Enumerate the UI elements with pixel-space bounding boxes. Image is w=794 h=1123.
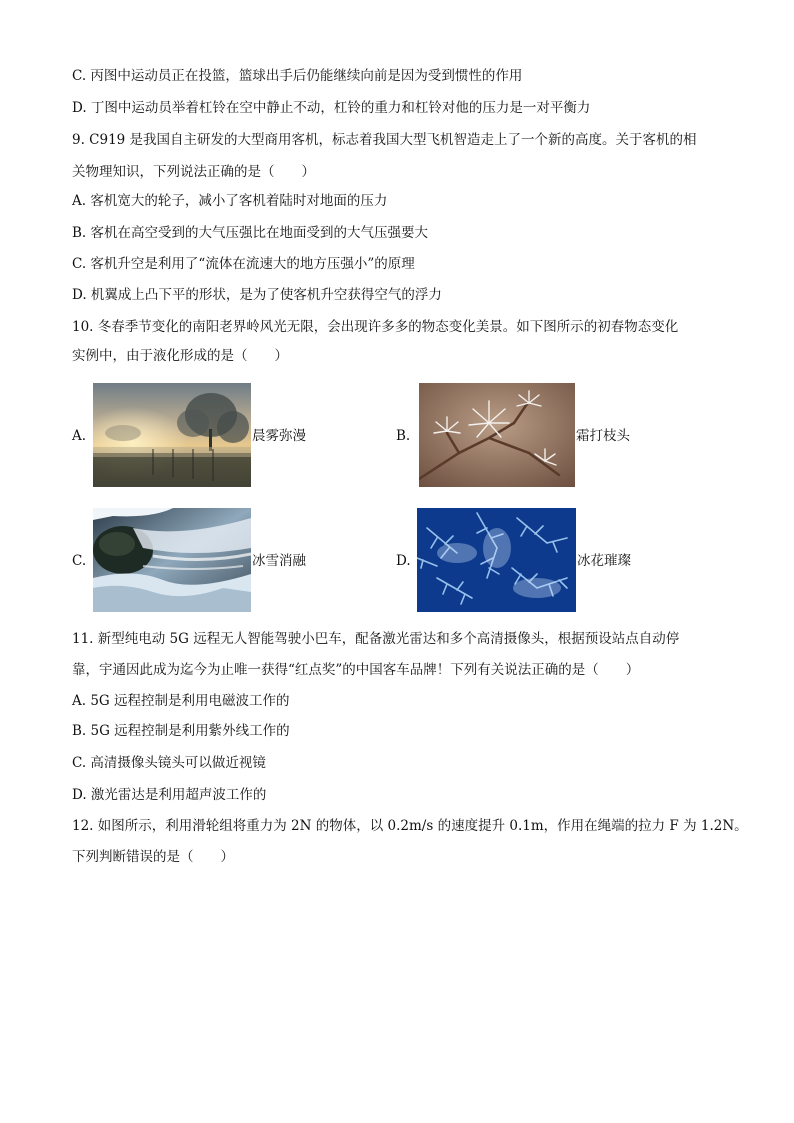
q8-option-c: C. 丙图中运动员正在投篮，篮球出手后仍能继续向前是因为受到惯性的作用	[72, 68, 523, 84]
melting-ice-photo	[93, 508, 251, 612]
q9-option-d: D. 机翼成上凸下平的形状，是为了使客机升空获得空气的浮力	[72, 287, 442, 303]
q11-stem-line1: 11. 新型纯电动 5G 远程无人智能驾驶小巴车，配备激光雷达和多个高清摄像头，根据预设站点自动停	[72, 631, 680, 647]
q10-option-c-caption: 冰雪消融	[252, 553, 306, 569]
q9-stem-line1: 9. C919 是我国自主研发的大型商用客机，标志着我国大型飞机智造走上了一个新的高度。关于客机的相	[72, 132, 697, 148]
q10-option-b-caption: 霜打枝头	[576, 428, 630, 444]
q9-option-c: C. 客机升空是利用了“流体在流速大的地方压强小”的原理	[72, 256, 415, 272]
q9-stem-line2: 关物理知识，下列说法正确的是（ ）	[72, 164, 315, 180]
q9-option-b: B. 客机在高空受到的大气压强比在地面受到的大气压强要大	[72, 225, 429, 241]
q12-stem-line1: 12. 如图所示，利用滑轮组将重力为 2N 的物体，以 0.2m/s 的速度提升 0.1m，作用在绳端的拉力 F 为 1.2N。	[72, 818, 748, 834]
q10-option-a-letter: A.	[72, 428, 87, 444]
q11-option-c: C. 高清摄像头镜头可以做近视镜	[72, 755, 266, 771]
frost-branch-photo	[419, 383, 575, 487]
q10-option-a-caption: 晨雾弥漫	[252, 428, 306, 444]
fog-photo	[93, 383, 251, 487]
q9-option-a: A. 客机宽大的轮子，减小了客机着陆时对地面的压力	[72, 193, 388, 209]
q11-option-b: B. 5G 远程控制是利用紫外线工作的	[72, 723, 290, 739]
q12-stem-line2: 下列判断错误的是（ ）	[72, 849, 234, 865]
q10-stem-line2: 实例中，由于液化形成的是（ ）	[72, 348, 288, 364]
q11-option-d: D. 激光雷达是利用超声波工作的	[72, 787, 267, 803]
q11-option-a: A. 5G 远程控制是利用电磁波工作的	[72, 693, 290, 709]
q10-option-b-letter: B.	[396, 428, 411, 444]
q10-stem-line1: 10. 冬春季节变化的南阳老界岭风光无限，会出现许多多的物态变化美景。如下图所示的初春物态变化	[72, 319, 679, 335]
q10-option-c-letter: C.	[72, 553, 87, 569]
q11-stem-line2: 靠，宇通因此成为迄今为止唯一获得“红点奖”的中国客车品牌！下列有关说法正确的是（ ）	[72, 662, 640, 678]
q8-option-d: D. 丁图中运动员举着杠铃在空中静止不动，杠铃的重力和杠铃对他的压力是一对平衡力	[72, 100, 591, 116]
q10-option-d-letter: D.	[396, 553, 411, 569]
ice-flower-photo	[417, 508, 576, 612]
q10-option-d-caption: 冰花璀璨	[577, 553, 631, 569]
